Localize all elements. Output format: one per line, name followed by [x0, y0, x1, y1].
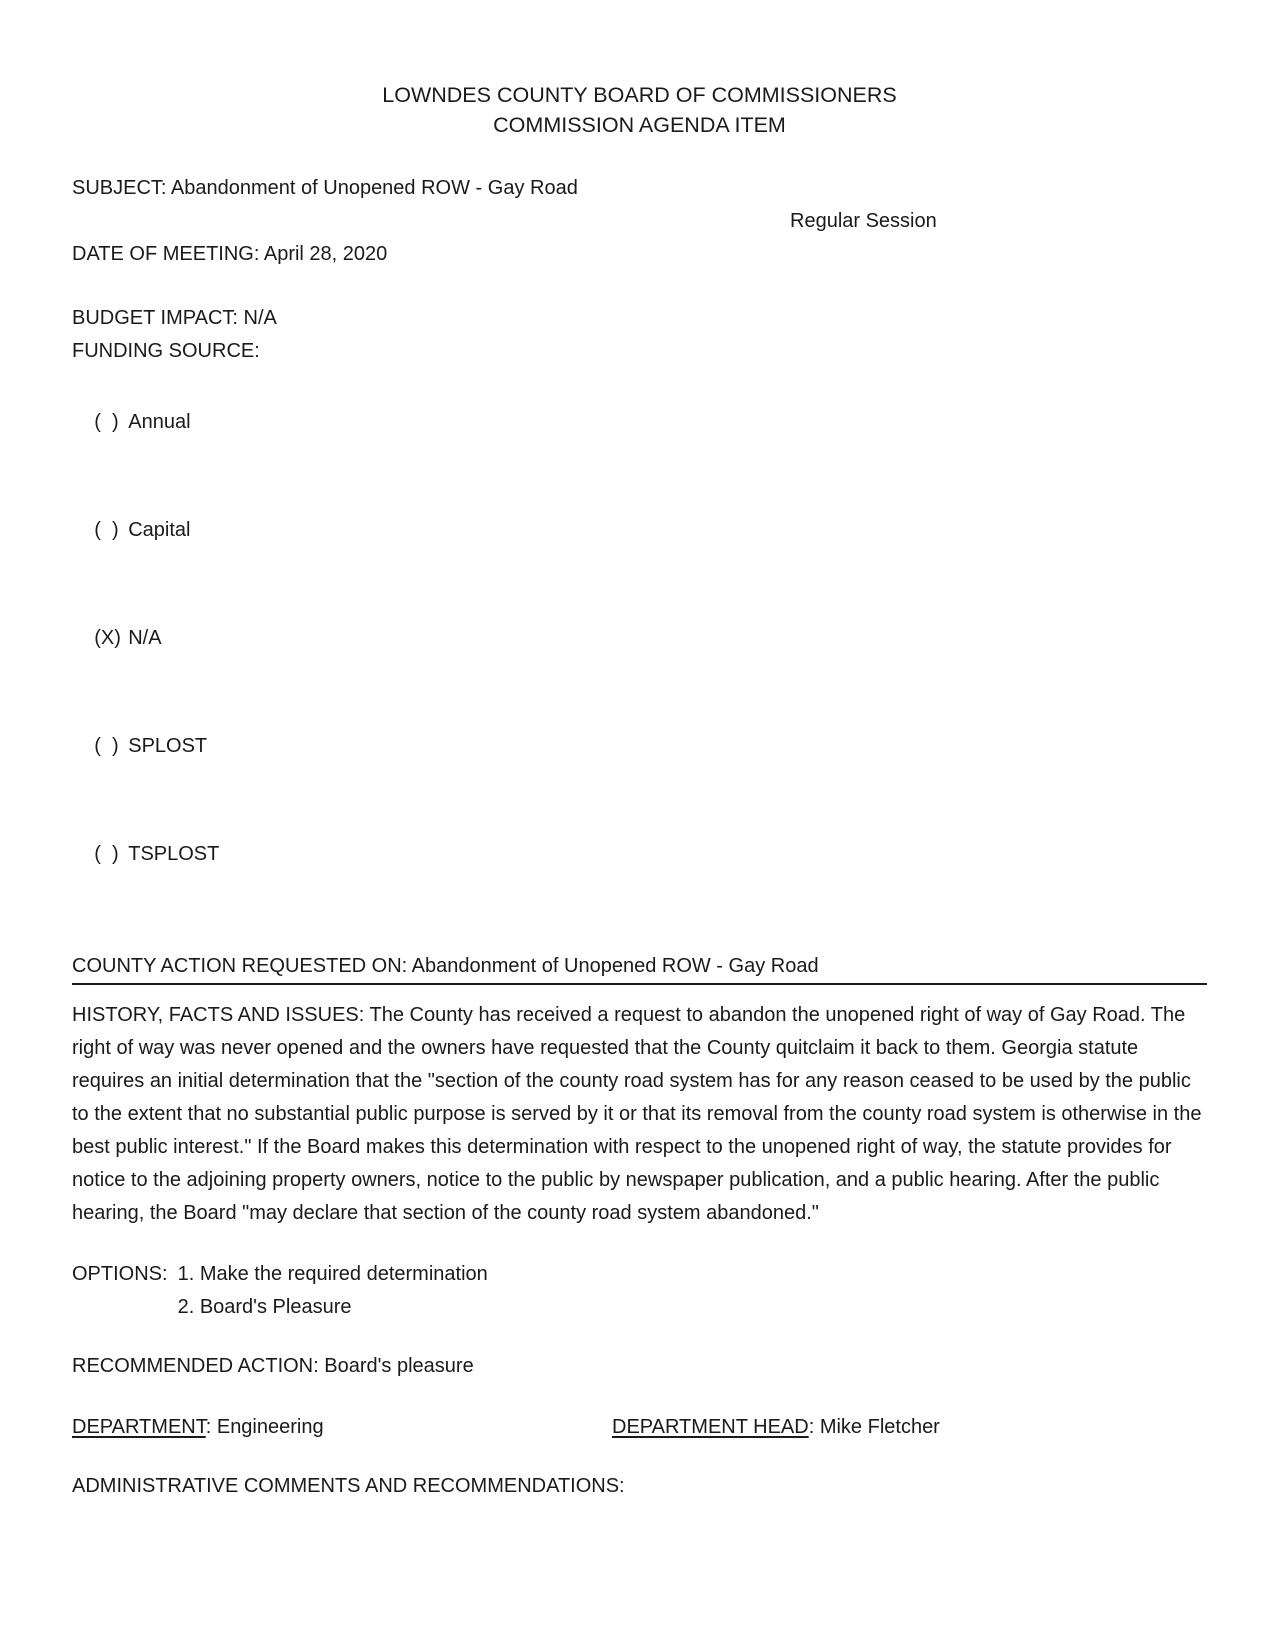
history-facts-issues-paragraph: HISTORY, FACTS AND ISSUES: The County has received a request to abandon the unopened right of way of Gay Road. The right of way was never opened and the owners have requested that the County quitclaim it back to them. Georgia statute requires an initial determination that the "section of the county road system has for any reason ceased to be used by the public to the extent that no substantial public purpose is served by it or that its removal from the county road system is otherwise in the best public interest." If the Board makes this determination with respect to the unopened right of way, the statute provides for notice to the adjoining property owners, notice to the public by newspaper publication, and a public hearing. After the public hearing, the Board "may declare that section of the county road system abandoned." [72, 1004, 1202, 1224]
department-label: DEPARTMENT [72, 1416, 206, 1438]
funding-option-na [72, 584, 1207, 692]
checkbox-mark-splost: ( ) [94, 735, 119, 757]
recommended-action-line: RECOMMENDED ACTION: Board's pleasure [72, 1355, 474, 1377]
checkbox-mark-annual: ( ) [94, 411, 119, 433]
department-head-label: DEPARTMENT HEAD [612, 1416, 809, 1438]
county-action-requested-line: COUNTY ACTION REQUESTED ON: Abandonment of Unopened ROW - Gay Road [72, 950, 1207, 985]
funding-option-capital [72, 476, 1207, 584]
options-label: OPTIONS: [72, 1263, 168, 1285]
funding-option-label: TSPLOST [128, 843, 220, 865]
department-value: : Engineering [205, 1416, 324, 1438]
funding-source-label: FUNDING SOURCE: [72, 340, 260, 362]
budget-impact-line: BUDGET IMPACT: N/A [72, 307, 277, 329]
checkbox-mark-na-checked: (X) [94, 627, 121, 649]
options-list [178, 1258, 488, 1324]
document-title-line1: LOWNDES COUNTY BOARD OF COMMISSIONERS [382, 83, 897, 107]
subject-line: SUBJECT: Abandonment of Unopened ROW - Gay Road [72, 177, 578, 199]
funding-option-label: SPLOST [128, 735, 208, 757]
document-header [72, 80, 1207, 140]
checkbox-mark-capital: ( ) [94, 519, 119, 541]
date-of-meeting-line: DATE OF MEETING: April 28, 2020 [72, 243, 388, 265]
document-title-line2: COMMISSION AGENDA ITEM [493, 113, 786, 137]
funding-option-splost [72, 692, 1207, 800]
department-field [72, 1411, 612, 1444]
department-head-value: : Mike Fletcher [808, 1416, 940, 1438]
administrative-comments-line: ADMINISTRATIVE COMMENTS AND RECOMMENDATIONS: [72, 1475, 625, 1497]
checkbox-mark-tsplost: ( ) [94, 843, 119, 865]
funding-option-label: N/A [128, 627, 162, 649]
funding-option-label: Capital [128, 519, 191, 541]
department-row [72, 1411, 1207, 1444]
session-type-label: Regular Session [790, 210, 937, 232]
funding-option-label: Annual [128, 411, 191, 433]
option-item-1: 1. Make the required determination [177, 1263, 488, 1285]
department-head-field [612, 1411, 940, 1444]
option-item-2: 2. Board's Pleasure [177, 1296, 352, 1318]
options-section [72, 1258, 1207, 1324]
funding-option-annual [72, 368, 1207, 476]
funding-option-tsplost [72, 800, 1207, 908]
